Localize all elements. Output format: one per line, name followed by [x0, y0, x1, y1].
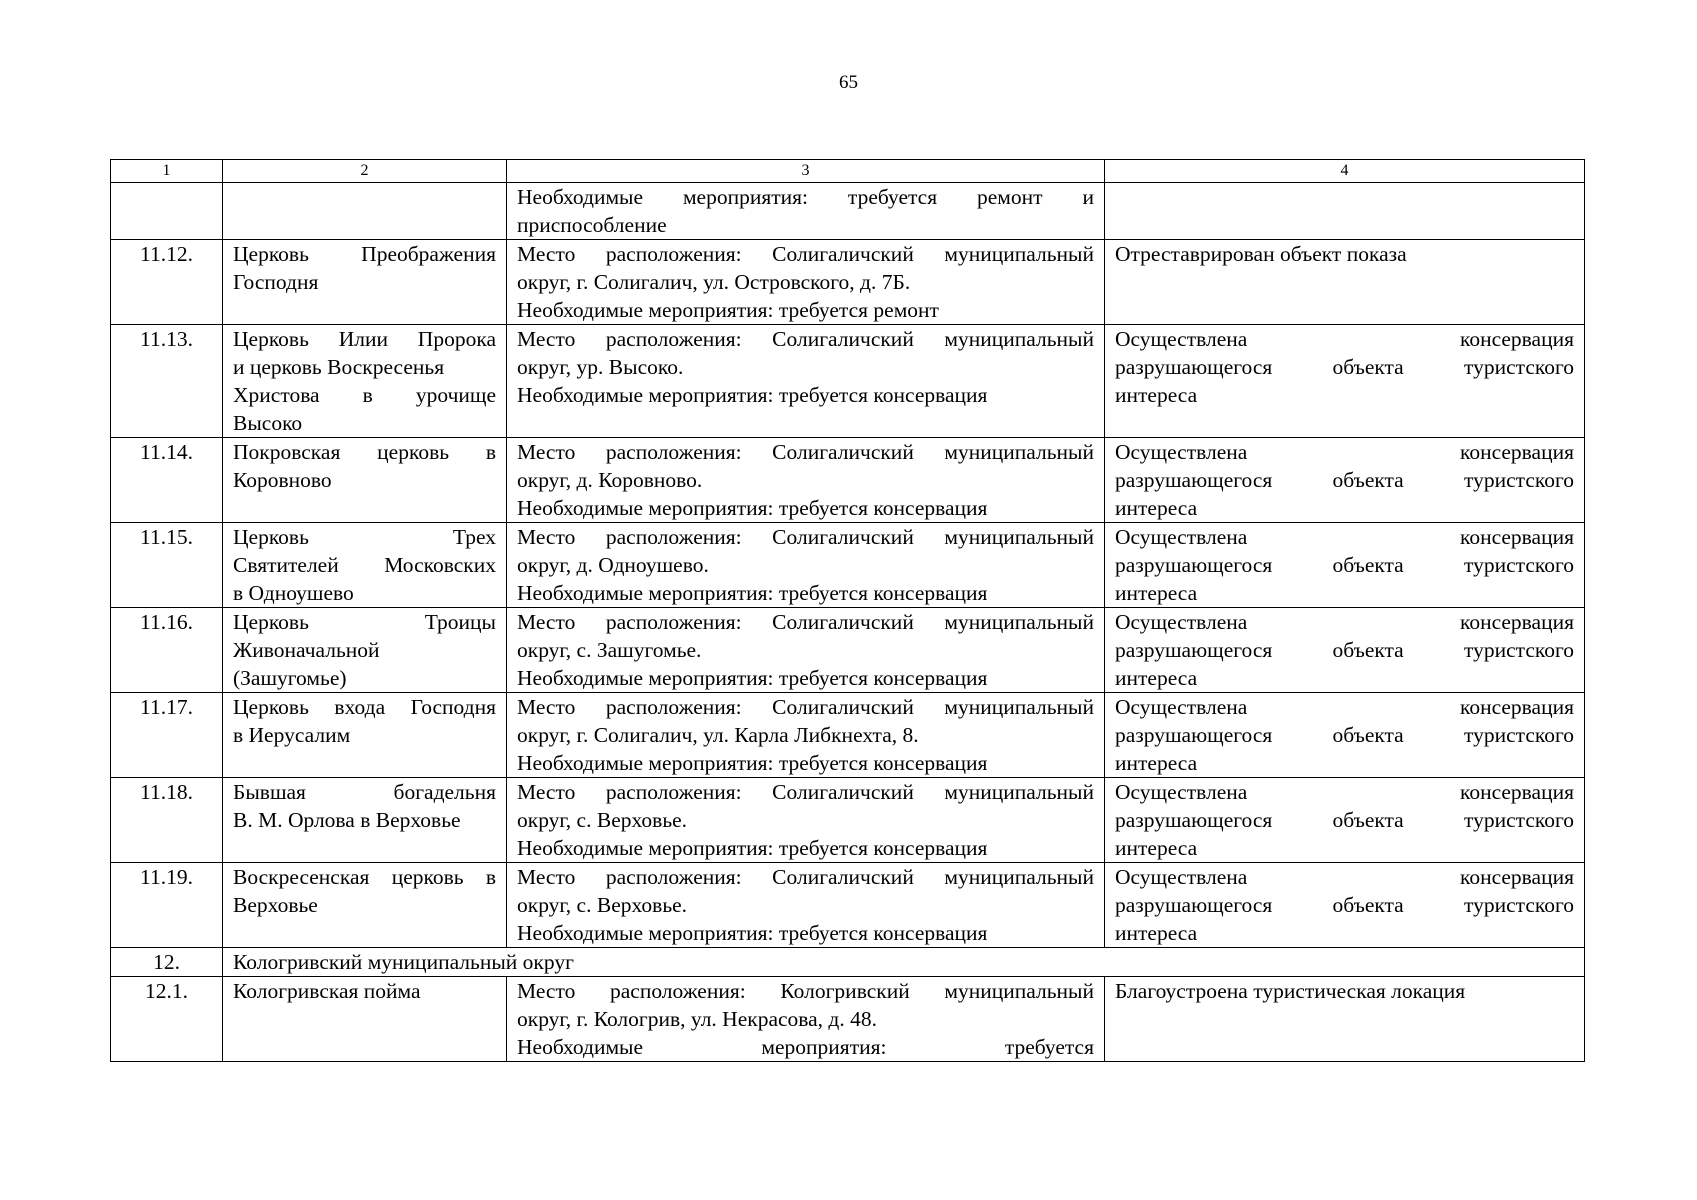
row-number: 11.15.	[111, 523, 223, 608]
row-number: 11.12.	[111, 240, 223, 325]
object-name: Воскресенская церковь в Верховье	[223, 863, 507, 948]
object-result: Осуществлена консервация разрушающегося объекта туристского интереса	[1105, 693, 1585, 778]
object-result: Благоустроена туристическая локация	[1105, 977, 1585, 1062]
table-row	[111, 778, 1585, 863]
section-row	[111, 948, 1585, 977]
object-details: Место расположения: Солигаличский муниципальный округ, ур. Высоко. Необходимые мероприятия: требуется консервация	[507, 325, 1105, 438]
column-number: 1	[111, 160, 223, 183]
column-number: 4	[1105, 160, 1585, 183]
object-result	[1105, 183, 1585, 240]
object-result: Осуществлена консервация разрушающегося объекта туристского интереса	[1105, 608, 1585, 693]
row-number: 11.18.	[111, 778, 223, 863]
object-details: Место расположения: Солигаличский муниципальный округ, г. Солигалич, ул. Островского, д. 7Б. Необходимые мероприятия: требуется ремонт	[507, 240, 1105, 325]
object-name: Церковь Трех Святителей Московских в Одноушево	[223, 523, 507, 608]
object-result: Осуществлена консервация разрушающегося объекта туристского интереса	[1105, 523, 1585, 608]
object-details: Место расположения: Солигаличский муниципальный округ, г. Солигалич, ул. Карла Либкнехта, 8. Необходимые мероприятия: требуется консервация	[507, 693, 1105, 778]
object-result: Осуществлена консервация разрушающегося объекта туристского интереса	[1105, 325, 1585, 438]
object-result: Осуществлена консервация разрушающегося объекта туристского интереса	[1105, 863, 1585, 948]
section-title: Кологривский муниципальный округ	[223, 948, 1585, 977]
table-row	[111, 325, 1585, 438]
object-result: Осуществлена консервация разрушающегося объекта туристского интереса	[1105, 778, 1585, 863]
table-row	[111, 240, 1585, 325]
row-number	[111, 183, 223, 240]
row-number: 11.13.	[111, 325, 223, 438]
row-number: 11.17.	[111, 693, 223, 778]
column-number: 3	[507, 160, 1105, 183]
object-name: Покровская церковь в Коровново	[223, 438, 507, 523]
table-row	[111, 438, 1585, 523]
table-row	[111, 523, 1585, 608]
object-details: Необходимые мероприятия: требуется ремонт и приспособление	[507, 183, 1105, 240]
object-name: Церковь Троицы Живоначальной (Зашугомье)	[223, 608, 507, 693]
object-details: Место расположения: Солигаличский муниципальный округ, д. Одноушево. Необходимые мероприятия: требуется консервация	[507, 523, 1105, 608]
page-number: 65	[839, 72, 858, 93]
row-number: 11.14.	[111, 438, 223, 523]
object-details: Место расположения: Кологривский муниципальный округ, г. Кологрив, ул. Некрасова, д. 48. Необходимые мероприятия: требуется	[507, 977, 1105, 1062]
table-row	[111, 863, 1585, 948]
column-number-row	[111, 160, 1585, 183]
object-name: Церковь входа Господня в Иерусалим	[223, 693, 507, 778]
table-row	[111, 977, 1585, 1062]
objects-table	[110, 159, 1585, 1062]
row-number: 11.16.	[111, 608, 223, 693]
object-name: Кологривская пойма	[223, 977, 507, 1062]
object-name	[223, 183, 507, 240]
table-row	[111, 608, 1585, 693]
row-number: 11.19.	[111, 863, 223, 948]
object-name: Бывшая богадельня В. М. Орлова в Верховье	[223, 778, 507, 863]
object-details: Место расположения: Солигаличский муниципальный округ, с. Зашугомье. Необходимые мероприятия: требуется консервация	[507, 608, 1105, 693]
object-details: Место расположения: Солигаличский муниципальный округ, с. Верховье. Необходимые мероприятия: требуется консервация	[507, 778, 1105, 863]
object-name: Церковь Преображения Господня	[223, 240, 507, 325]
row-number: 12.1.	[111, 977, 223, 1062]
object-details: Место расположения: Солигаличский муниципальный округ, с. Верховье. Необходимые мероприятия: требуется консервация	[507, 863, 1105, 948]
object-result: Отреставрирован объект показа	[1105, 240, 1585, 325]
object-result: Осуществлена консервация разрушающегося объекта туристского интереса	[1105, 438, 1585, 523]
section-number: 12.	[111, 948, 223, 977]
object-details: Место расположения: Солигаличский муниципальный округ, д. Коровново. Необходимые мероприятия: требуется консервация	[507, 438, 1105, 523]
column-number: 2	[223, 160, 507, 183]
table-row	[111, 183, 1585, 240]
table-row	[111, 693, 1585, 778]
object-name: Церковь Илии Пророка и церковь Воскресенья Христова в урочище Высоко	[223, 325, 507, 438]
